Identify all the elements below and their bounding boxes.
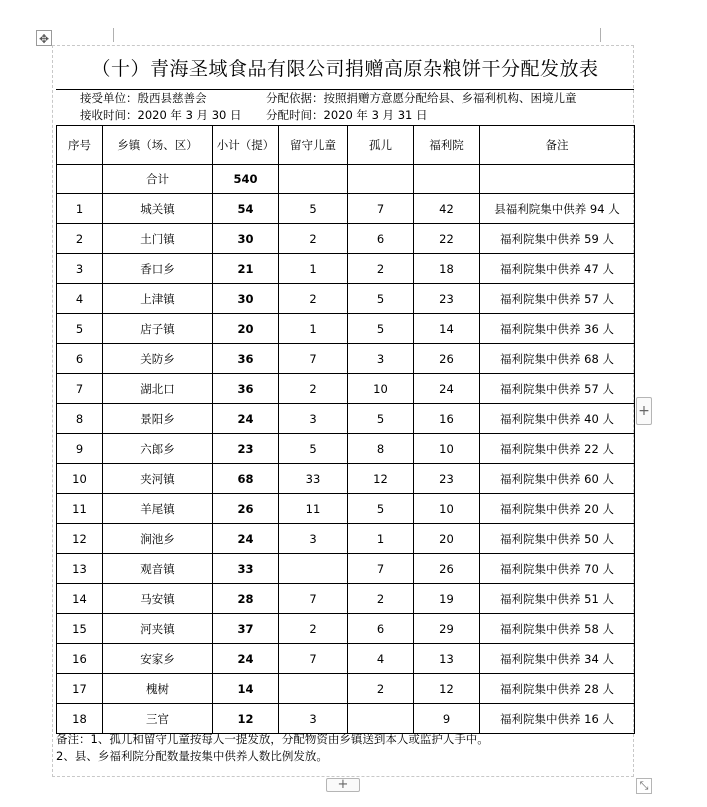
row-welfare-cell: 18 [414, 254, 480, 284]
allocate-time-value: 2020 年 3 月 31 日 [323, 108, 428, 122]
row-no-cell: 15 [57, 614, 103, 644]
header-welfare: 福利院 [414, 126, 480, 165]
row-town-cell: 上津镇 [103, 284, 213, 314]
header-left-behind: 留守儿童 [279, 126, 348, 165]
row-note-cell: 福利院集中供养 20 人 [480, 494, 635, 524]
row-town-cell: 涧池乡 [103, 524, 213, 554]
receive-time-label: 接收时间： [80, 108, 138, 122]
row-subtotal-cell: 24 [213, 524, 279, 554]
row-no-cell: 7 [57, 374, 103, 404]
row-welfare-cell: 19 [414, 584, 480, 614]
row-no-cell: 13 [57, 554, 103, 584]
row-orphan-cell: 2 [348, 674, 414, 704]
table-row [57, 494, 635, 524]
row-note-cell: 福利院集中供养 47 人 [480, 254, 635, 284]
row-subtotal-cell: 30 [213, 284, 279, 314]
row-no-cell: 2 [57, 224, 103, 254]
row-left-behind-cell: 1 [279, 314, 348, 344]
table-row [57, 614, 635, 644]
row-orphan-cell: 12 [348, 464, 414, 494]
row-orphan-cell: 2 [348, 254, 414, 284]
row-left-behind-cell: 3 [279, 524, 348, 554]
row-subtotal-cell: 28 [213, 584, 279, 614]
row-left-behind-cell: 1 [279, 254, 348, 284]
total-orphan-cell [348, 165, 414, 194]
row-welfare-cell: 16 [414, 404, 480, 434]
row-left-behind-cell: 2 [279, 374, 348, 404]
row-orphan-cell: 5 [348, 284, 414, 314]
row-town-cell: 马安镇 [103, 584, 213, 614]
table-header-row [57, 126, 635, 165]
header-orphan: 孤儿 [348, 126, 414, 165]
row-left-behind-cell: 2 [279, 614, 348, 644]
note-line-1: 备注：1、孤儿和留守儿童按每人一提发放，分配物资由乡镇送到本人或监护人手中。 [56, 732, 489, 746]
row-note-cell: 福利院集中供养 57 人 [480, 284, 635, 314]
row-town-cell: 湖北口 [103, 374, 213, 404]
row-town-cell: 夹河镇 [103, 464, 213, 494]
table-resize-icon[interactable]: ⤡ [636, 778, 652, 794]
total-subtotal-cell: 540 [213, 165, 279, 194]
row-no-cell: 11 [57, 494, 103, 524]
row-orphan-cell: 8 [348, 434, 414, 464]
row-left-behind-cell: 3 [279, 404, 348, 434]
total-left-behind-cell [279, 165, 348, 194]
row-welfare-cell: 26 [414, 344, 480, 374]
recipient-label: 接受单位： [80, 91, 138, 105]
table-row [57, 434, 635, 464]
recipient-info [80, 89, 207, 107]
row-welfare-cell: 14 [414, 314, 480, 344]
row-no-cell: 12 [57, 524, 103, 554]
row-subtotal-cell: 37 [213, 614, 279, 644]
total-note-cell [480, 165, 635, 194]
row-welfare-cell: 20 [414, 524, 480, 554]
total-no-cell [57, 165, 103, 194]
row-no-cell: 4 [57, 284, 103, 314]
row-orphan-cell [348, 704, 414, 734]
row-left-behind-cell: 7 [279, 344, 348, 374]
header-note: 备注 [480, 126, 635, 165]
row-no-cell: 16 [57, 644, 103, 674]
table-row [57, 314, 635, 344]
row-subtotal-cell: 68 [213, 464, 279, 494]
receive-time-info [80, 106, 242, 124]
row-subtotal-cell: 33 [213, 554, 279, 584]
row-welfare-cell: 22 [414, 224, 480, 254]
row-town-cell: 店子镇 [103, 314, 213, 344]
row-note-cell: 福利院集中供养 68 人 [480, 344, 635, 374]
table-row [57, 554, 635, 584]
table-move-icon[interactable]: ✥ [36, 30, 52, 46]
row-subtotal-cell: 36 [213, 374, 279, 404]
row-note-cell: 福利院集中供养 59 人 [480, 224, 635, 254]
row-subtotal-cell: 14 [213, 674, 279, 704]
basis-value: 按照捐赠方意愿分配给县、乡福利机构、困境儿童 [323, 91, 577, 105]
note-line-2: 2、县、乡福利院分配数量按集中供养人数比例发放。 [56, 749, 328, 763]
table-row [57, 374, 635, 404]
table-row [57, 644, 635, 674]
basis-label: 分配依据： [266, 91, 324, 105]
allocate-time-label: 分配时间： [266, 108, 324, 122]
row-left-behind-cell: 7 [279, 584, 348, 614]
row-no-cell: 1 [57, 194, 103, 224]
row-left-behind-cell: 7 [279, 644, 348, 674]
row-town-cell: 羊尾镇 [103, 494, 213, 524]
add-column-icon[interactable]: + [636, 397, 652, 425]
table-row [57, 344, 635, 374]
row-welfare-cell: 23 [414, 284, 480, 314]
total-row [57, 165, 635, 194]
row-note-cell: 福利院集中供养 58 人 [480, 614, 635, 644]
table-row [57, 674, 635, 704]
row-welfare-cell: 13 [414, 644, 480, 674]
header-town: 乡镇（场、区） [103, 126, 213, 165]
row-welfare-cell: 12 [414, 674, 480, 704]
row-town-cell: 景阳乡 [103, 404, 213, 434]
row-welfare-cell: 23 [414, 464, 480, 494]
table-row [57, 224, 635, 254]
header-no: 序号 [57, 126, 103, 165]
row-subtotal-cell: 24 [213, 644, 279, 674]
row-note-cell: 县福利院集中供养 94 人 [480, 194, 635, 224]
row-town-cell: 安家乡 [103, 644, 213, 674]
table-row [57, 524, 635, 554]
row-subtotal-cell: 54 [213, 194, 279, 224]
row-orphan-cell: 7 [348, 194, 414, 224]
row-town-cell: 观音镇 [103, 554, 213, 584]
row-note-cell: 福利院集中供养 50 人 [480, 524, 635, 554]
row-orphan-cell: 3 [348, 344, 414, 374]
row-no-cell: 8 [57, 404, 103, 434]
row-note-cell: 福利院集中供养 57 人 [480, 374, 635, 404]
distribution-table [56, 125, 635, 734]
row-note-cell: 福利院集中供养 40 人 [480, 404, 635, 434]
table-row [57, 194, 635, 224]
row-left-behind-cell: 2 [279, 284, 348, 314]
row-subtotal-cell: 26 [213, 494, 279, 524]
table-row [57, 284, 635, 314]
row-no-cell: 3 [57, 254, 103, 284]
row-welfare-cell: 29 [414, 614, 480, 644]
row-town-cell: 城关镇 [103, 194, 213, 224]
recipient-value: 殷西县慈善会 [137, 91, 207, 105]
row-subtotal-cell: 12 [213, 704, 279, 734]
document-title: （十）青海圣域食品有限公司捐赠高原杂粮饼干分配发放表 [56, 49, 634, 90]
row-orphan-cell: 4 [348, 644, 414, 674]
row-town-cell: 六郎乡 [103, 434, 213, 464]
row-welfare-cell: 10 [414, 494, 480, 524]
row-left-behind-cell: 3 [279, 704, 348, 734]
row-subtotal-cell: 21 [213, 254, 279, 284]
row-note-cell: 福利院集中供养 60 人 [480, 464, 635, 494]
row-left-behind-cell: 5 [279, 194, 348, 224]
row-no-cell: 18 [57, 704, 103, 734]
row-no-cell: 14 [57, 584, 103, 614]
row-welfare-cell: 10 [414, 434, 480, 464]
row-orphan-cell: 2 [348, 584, 414, 614]
basis-info [266, 89, 577, 107]
allocate-time-info [266, 106, 428, 124]
row-welfare-cell: 42 [414, 194, 480, 224]
row-subtotal-cell: 23 [213, 434, 279, 464]
row-note-cell: 福利院集中供养 51 人 [480, 584, 635, 614]
row-town-cell: 三官 [103, 704, 213, 734]
row-orphan-cell: 5 [348, 314, 414, 344]
row-left-behind-cell [279, 674, 348, 704]
row-note-cell: 福利院集中供养 36 人 [480, 314, 635, 344]
row-note-cell: 福利院集中供养 16 人 [480, 704, 635, 734]
row-town-cell: 关防乡 [103, 344, 213, 374]
table-row [57, 464, 635, 494]
row-welfare-cell: 24 [414, 374, 480, 404]
row-subtotal-cell: 24 [213, 404, 279, 434]
header-subtotal: 小计（提） [213, 126, 279, 165]
table-row [57, 704, 635, 734]
row-orphan-cell: 6 [348, 614, 414, 644]
row-subtotal-cell: 30 [213, 224, 279, 254]
row-orphan-cell: 5 [348, 494, 414, 524]
table-row [57, 404, 635, 434]
row-note-cell: 福利院集中供养 22 人 [480, 434, 635, 464]
row-no-cell: 9 [57, 434, 103, 464]
row-subtotal-cell: 20 [213, 314, 279, 344]
row-subtotal-cell: 36 [213, 344, 279, 374]
table-row [57, 254, 635, 284]
row-town-cell: 香口乡 [103, 254, 213, 284]
row-left-behind-cell: 2 [279, 224, 348, 254]
row-note-cell: 福利院集中供养 34 人 [480, 644, 635, 674]
corner-mark-top-left [113, 28, 114, 42]
row-left-behind-cell [279, 554, 348, 584]
row-town-cell: 土门镇 [103, 224, 213, 254]
row-town-cell: 河夹镇 [103, 614, 213, 644]
total-label-cell: 合计 [103, 165, 213, 194]
row-orphan-cell: 7 [348, 554, 414, 584]
row-left-behind-cell: 5 [279, 434, 348, 464]
row-orphan-cell: 6 [348, 224, 414, 254]
row-orphan-cell: 10 [348, 374, 414, 404]
row-no-cell: 17 [57, 674, 103, 704]
notes-section [56, 731, 634, 777]
row-left-behind-cell: 11 [279, 494, 348, 524]
row-left-behind-cell: 33 [279, 464, 348, 494]
row-orphan-cell: 5 [348, 404, 414, 434]
row-note-cell: 福利院集中供养 28 人 [480, 674, 635, 704]
table-row [57, 584, 635, 614]
row-note-cell: 福利院集中供养 70 人 [480, 554, 635, 584]
receive-time-value: 2020 年 3 月 30 日 [137, 108, 242, 122]
row-welfare-cell: 9 [414, 704, 480, 734]
row-no-cell: 6 [57, 344, 103, 374]
row-no-cell: 5 [57, 314, 103, 344]
row-no-cell: 10 [57, 464, 103, 494]
corner-mark-top-right [600, 28, 601, 42]
total-welfare-cell [414, 165, 480, 194]
add-row-icon[interactable]: + [326, 778, 360, 792]
row-welfare-cell: 26 [414, 554, 480, 584]
row-town-cell: 槐树 [103, 674, 213, 704]
row-orphan-cell: 1 [348, 524, 414, 554]
